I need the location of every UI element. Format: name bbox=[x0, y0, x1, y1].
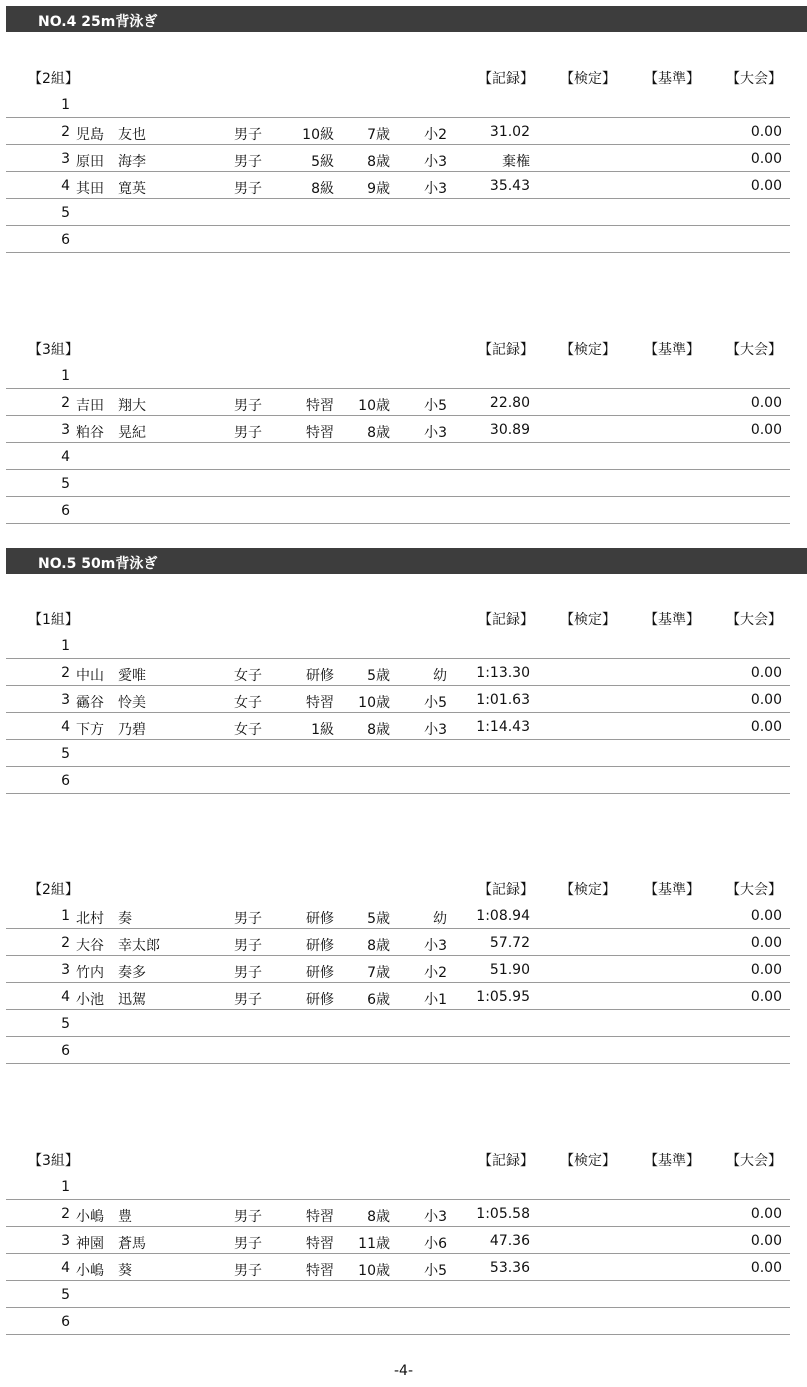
table-row bbox=[6, 902, 790, 929]
swimmer-name: 中山 愛唯 bbox=[76, 668, 146, 684]
record-time: 1:05.58 bbox=[476, 1206, 530, 1222]
event-title-bar bbox=[6, 548, 807, 574]
event-title: NO.5 50m背泳ぎ bbox=[38, 556, 158, 572]
lane-number: 5 bbox=[61, 1016, 70, 1032]
lane-number: 4 bbox=[61, 989, 70, 1005]
table-row bbox=[6, 686, 790, 713]
meet-value: 0.00 bbox=[750, 989, 782, 1005]
sex: 男子 bbox=[234, 1263, 262, 1279]
column-kentei: 【検定】 bbox=[560, 612, 616, 628]
lane-number: 6 bbox=[61, 232, 70, 248]
group-header bbox=[0, 335, 807, 362]
swimmer-name: 児島 友也 bbox=[76, 127, 146, 143]
column-taikai: 【大会】 bbox=[726, 882, 782, 898]
school-grade: 小3 bbox=[424, 425, 447, 441]
swimmer-name: 竹内 奏多 bbox=[76, 965, 146, 981]
record-time: 57.72 bbox=[489, 935, 530, 951]
sex: 男子 bbox=[234, 127, 262, 143]
age: 8歳 bbox=[367, 154, 390, 170]
sex: 男子 bbox=[234, 965, 262, 981]
meet-value: 0.00 bbox=[750, 1260, 782, 1276]
lane-number: 4 bbox=[61, 449, 70, 465]
school-grade: 小5 bbox=[424, 1263, 447, 1279]
class: 特習 bbox=[306, 695, 334, 711]
column-kijun: 【基準】 bbox=[644, 342, 700, 358]
column-kijun: 【基準】 bbox=[644, 882, 700, 898]
record-time: 53.36 bbox=[489, 1260, 530, 1276]
record-time: 1:05.95 bbox=[476, 989, 530, 1005]
group-label: 【1組】 bbox=[28, 612, 79, 628]
table-row bbox=[6, 118, 790, 145]
lane-number: 6 bbox=[61, 1043, 70, 1059]
sex: 男子 bbox=[234, 992, 262, 1008]
group-label: 【2組】 bbox=[28, 882, 79, 898]
school-grade: 幼 bbox=[433, 911, 447, 927]
table-row bbox=[6, 443, 790, 470]
record-time: 47.36 bbox=[489, 1233, 530, 1249]
page-number: -4- bbox=[393, 1363, 413, 1379]
age: 10歳 bbox=[358, 398, 390, 414]
meet-value: 0.00 bbox=[750, 1206, 782, 1222]
record-time: 31.02 bbox=[489, 124, 530, 140]
class: 特習 bbox=[306, 1263, 334, 1279]
table-row bbox=[6, 713, 790, 740]
lane-number: 3 bbox=[61, 422, 70, 438]
table-row bbox=[6, 1281, 790, 1308]
column-kijun: 【基準】 bbox=[644, 1153, 700, 1169]
table-row bbox=[6, 1037, 790, 1064]
school-grade: 小5 bbox=[424, 398, 447, 414]
meet-value: 0.00 bbox=[750, 665, 782, 681]
column-kentei: 【検定】 bbox=[560, 71, 616, 87]
sex: 男子 bbox=[234, 911, 262, 927]
table-row bbox=[6, 767, 790, 794]
lane-number: 1 bbox=[61, 97, 70, 113]
swimmer-name: 靍谷 怜美 bbox=[76, 695, 146, 711]
table-row bbox=[6, 929, 790, 956]
class: 特習 bbox=[306, 1209, 334, 1225]
column-kijun: 【基準】 bbox=[644, 71, 700, 87]
lane-number: 3 bbox=[61, 1233, 70, 1249]
group-header bbox=[0, 605, 807, 632]
record-time: 1:14.43 bbox=[476, 719, 530, 735]
table-row bbox=[6, 740, 790, 767]
lane-number: 1 bbox=[61, 638, 70, 654]
table-row bbox=[6, 470, 790, 497]
swimmer-name: 小嶋 葵 bbox=[76, 1263, 132, 1279]
table-row bbox=[6, 145, 790, 172]
swimmer-name: 粕谷 晃紀 bbox=[76, 425, 146, 441]
sex: 女子 bbox=[234, 668, 262, 684]
swimmer-name: 北村 奏 bbox=[76, 911, 132, 927]
lane-number: 5 bbox=[61, 1287, 70, 1303]
sex: 男子 bbox=[234, 1209, 262, 1225]
class: 8級 bbox=[311, 181, 334, 197]
meet-value: 0.00 bbox=[750, 124, 782, 140]
class: 1級 bbox=[311, 722, 334, 738]
table-row bbox=[6, 1200, 790, 1227]
column-record: 【記録】 bbox=[478, 342, 534, 358]
group-header bbox=[0, 875, 807, 902]
class: 研修 bbox=[306, 938, 334, 954]
age: 8歳 bbox=[367, 722, 390, 738]
meet-value: 0.00 bbox=[750, 908, 782, 924]
swimmer-name: 下方 乃碧 bbox=[76, 722, 146, 738]
sex: 男子 bbox=[234, 398, 262, 414]
class: 研修 bbox=[306, 992, 334, 1008]
age: 10歳 bbox=[358, 1263, 390, 1279]
school-grade: 小3 bbox=[424, 1209, 447, 1225]
group-label: 【2組】 bbox=[28, 71, 79, 87]
meet-value: 0.00 bbox=[750, 962, 782, 978]
group-header bbox=[0, 64, 807, 91]
heat-group bbox=[0, 335, 807, 524]
group-label: 【3組】 bbox=[28, 1153, 79, 1169]
class: 特習 bbox=[306, 1236, 334, 1252]
lane-number: 6 bbox=[61, 503, 70, 519]
column-kentei: 【検定】 bbox=[560, 882, 616, 898]
class: 特習 bbox=[306, 398, 334, 414]
class: 5級 bbox=[311, 154, 334, 170]
lane-number: 2 bbox=[61, 665, 70, 681]
sex: 女子 bbox=[234, 722, 262, 738]
group-label: 【3組】 bbox=[28, 342, 79, 358]
sex: 男子 bbox=[234, 425, 262, 441]
record-time: 22.80 bbox=[489, 395, 530, 411]
age: 6歳 bbox=[367, 992, 390, 1008]
column-taikai: 【大会】 bbox=[726, 71, 782, 87]
age: 9歳 bbox=[367, 181, 390, 197]
record-time: 1:13.30 bbox=[476, 665, 530, 681]
meet-value: 0.00 bbox=[750, 178, 782, 194]
table-row bbox=[6, 389, 790, 416]
sex: 男子 bbox=[234, 181, 262, 197]
heat-group bbox=[0, 1146, 807, 1335]
school-grade: 幼 bbox=[433, 668, 447, 684]
sex: 男子 bbox=[234, 938, 262, 954]
group-header bbox=[0, 1146, 807, 1173]
sex: 男子 bbox=[234, 154, 262, 170]
lane-number: 2 bbox=[61, 935, 70, 951]
column-taikai: 【大会】 bbox=[726, 342, 782, 358]
table-row bbox=[6, 91, 790, 118]
record-time: 51.90 bbox=[489, 962, 530, 978]
record-time: 30.89 bbox=[489, 422, 530, 438]
table-row bbox=[6, 956, 790, 983]
school-grade: 小2 bbox=[424, 127, 447, 143]
column-taikai: 【大会】 bbox=[726, 612, 782, 628]
class: 研修 bbox=[306, 911, 334, 927]
table-row bbox=[6, 659, 790, 686]
table-row bbox=[6, 1227, 790, 1254]
table-row bbox=[6, 172, 790, 199]
school-grade: 小3 bbox=[424, 181, 447, 197]
event-title-bar bbox=[6, 6, 807, 32]
table-row bbox=[6, 1254, 790, 1281]
lane-number: 2 bbox=[61, 1206, 70, 1222]
age: 5歳 bbox=[367, 911, 390, 927]
swimmer-name: 小嶋 豊 bbox=[76, 1209, 132, 1225]
meet-value: 0.00 bbox=[750, 395, 782, 411]
swimmer-name: 原田 海李 bbox=[76, 154, 146, 170]
age: 7歳 bbox=[367, 127, 390, 143]
table-row bbox=[6, 1010, 790, 1037]
swimmer-name: 神園 蒼馬 bbox=[76, 1236, 146, 1252]
column-kentei: 【検定】 bbox=[560, 342, 616, 358]
event-title: NO.4 25m背泳ぎ bbox=[38, 14, 158, 30]
heat-group bbox=[0, 605, 807, 794]
sex: 女子 bbox=[234, 695, 262, 711]
lane-number: 5 bbox=[61, 746, 70, 762]
lane-number: 1 bbox=[61, 368, 70, 384]
heat-group bbox=[0, 64, 807, 253]
column-record: 【記録】 bbox=[478, 71, 534, 87]
table-row bbox=[6, 1308, 790, 1335]
table-row bbox=[6, 416, 790, 443]
school-grade: 小3 bbox=[424, 722, 447, 738]
table-row bbox=[6, 497, 790, 524]
school-grade: 小1 bbox=[424, 992, 447, 1008]
meet-value: 0.00 bbox=[750, 692, 782, 708]
lane-number: 3 bbox=[61, 151, 70, 167]
meet-value: 0.00 bbox=[750, 151, 782, 167]
column-record: 【記録】 bbox=[478, 882, 534, 898]
lane-number: 2 bbox=[61, 395, 70, 411]
lane-number: 5 bbox=[61, 205, 70, 221]
table-row bbox=[6, 983, 790, 1010]
column-kijun: 【基準】 bbox=[644, 612, 700, 628]
column-record: 【記録】 bbox=[478, 612, 534, 628]
age: 7歳 bbox=[367, 965, 390, 981]
age: 8歳 bbox=[367, 1209, 390, 1225]
lane-number: 3 bbox=[61, 692, 70, 708]
lane-number: 4 bbox=[61, 178, 70, 194]
lane-number: 3 bbox=[61, 962, 70, 978]
school-grade: 小2 bbox=[424, 965, 447, 981]
age: 8歳 bbox=[367, 425, 390, 441]
class: 特習 bbox=[306, 425, 334, 441]
lane-number: 6 bbox=[61, 1314, 70, 1330]
school-grade: 小6 bbox=[424, 1236, 447, 1252]
meet-value: 0.00 bbox=[750, 719, 782, 735]
lane-number: 2 bbox=[61, 124, 70, 140]
meet-value: 0.00 bbox=[750, 422, 782, 438]
lane-number: 6 bbox=[61, 773, 70, 789]
table-row bbox=[6, 199, 790, 226]
class: 研修 bbox=[306, 965, 334, 981]
column-record: 【記録】 bbox=[478, 1153, 534, 1169]
class: 10級 bbox=[302, 127, 334, 143]
record-time: 35.43 bbox=[489, 178, 530, 194]
lane-number: 1 bbox=[61, 908, 70, 924]
swimmer-name: 小池 迅駕 bbox=[76, 992, 146, 1008]
school-grade: 小3 bbox=[424, 938, 447, 954]
meet-value: 0.00 bbox=[750, 935, 782, 951]
lane-number: 1 bbox=[61, 1179, 70, 1195]
column-taikai: 【大会】 bbox=[726, 1153, 782, 1169]
lane-number: 5 bbox=[61, 476, 70, 492]
school-grade: 小5 bbox=[424, 695, 447, 711]
lane-number: 4 bbox=[61, 1260, 70, 1276]
age: 5歳 bbox=[367, 668, 390, 684]
swimmer-name: 大谷 幸太郎 bbox=[76, 938, 160, 954]
school-grade: 小3 bbox=[424, 154, 447, 170]
record-time: 1:08.94 bbox=[476, 908, 530, 924]
table-row bbox=[6, 226, 790, 253]
lane-number: 4 bbox=[61, 719, 70, 735]
age: 8歳 bbox=[367, 938, 390, 954]
age: 11歳 bbox=[358, 1236, 390, 1252]
swimmer-name: 其田 寛英 bbox=[76, 181, 146, 197]
record-time: 棄権 bbox=[502, 154, 530, 170]
age: 10歳 bbox=[358, 695, 390, 711]
class: 研修 bbox=[306, 668, 334, 684]
table-row bbox=[6, 1173, 790, 1200]
meet-value: 0.00 bbox=[750, 1233, 782, 1249]
table-row bbox=[6, 632, 790, 659]
swimmer-name: 吉田 翔大 bbox=[76, 398, 146, 414]
sex: 男子 bbox=[234, 1236, 262, 1252]
column-kentei: 【検定】 bbox=[560, 1153, 616, 1169]
table-row bbox=[6, 362, 790, 389]
heat-group bbox=[0, 875, 807, 1064]
record-time: 1:01.63 bbox=[476, 692, 530, 708]
